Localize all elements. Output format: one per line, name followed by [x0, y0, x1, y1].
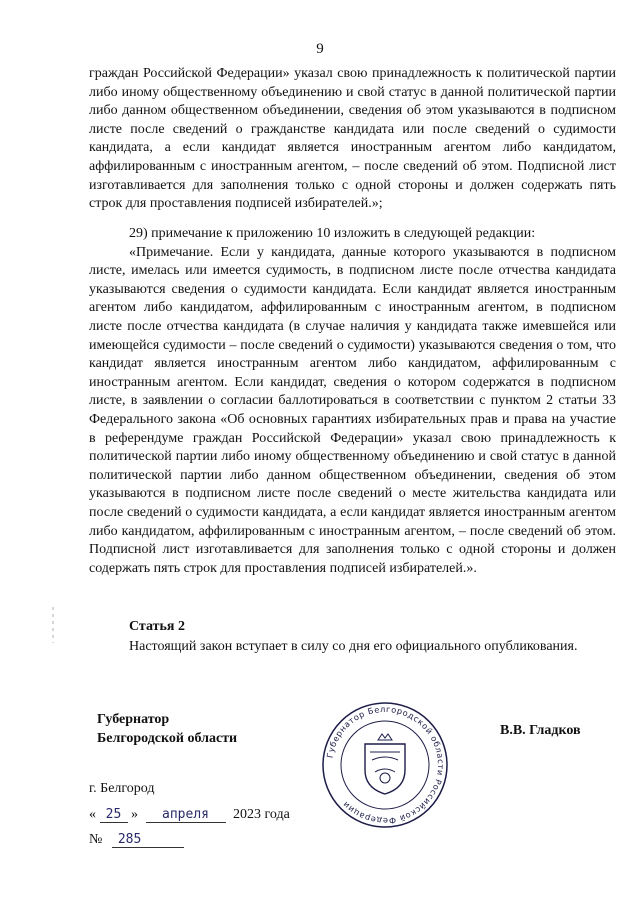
paragraph-text: граждан Российской Федерации» указал свою принадлежность к политической партии либо иному общественному объединению и свой статус в данной политической партии либо данном общественном объединении, сведения об этом указываются в подписном листе после сведений о гражданстве кандидата или после сведений о судимости кандидата, а если кандидат является иностранным агентом либо кандидатом, аффилированным с иностранным агентом, – после сведений об этом. Подписной лист изготавливается для заполнения только с одной стороны и должен содержать пять строк для проставления подписей избирателей.»; [89, 66, 616, 212]
signatory-name: В.В. Гладков [500, 723, 581, 738]
signing-date [89, 807, 290, 823]
signatory-title-line1: Губернатор [97, 712, 170, 727]
paragraph-continuation [89, 65, 616, 214]
coat-of-arms-icon [365, 734, 405, 794]
number-sign: № [89, 832, 103, 847]
margin-mark [48, 605, 58, 645]
date-month: апреля [146, 807, 226, 823]
date-year: 2023 года [233, 807, 290, 822]
law-number [89, 832, 184, 848]
number-value: 285 [112, 832, 184, 848]
official-seal [320, 700, 450, 830]
date-day: 25 [100, 807, 128, 823]
date-close-quote: » [131, 807, 138, 822]
seal-text: Губернатор Белгородской области Российской Федерации [324, 703, 447, 827]
page-number: 9 [316, 41, 324, 57]
article-2-text: Настоящий закон вступает в силу со дня его официального опубликования. [129, 639, 578, 654]
signatory-title-line2: Белгородской области [97, 731, 238, 746]
place-of-signing: г. Белгород [89, 781, 155, 796]
article-2-body [89, 638, 616, 657]
amendment-note-text: «Примечание. Если у кандидата, данные которого указываются в подписном листе, имелась или имеется судимость, в подписном листе после отчества кандидата указываются сведения о судимости кандидата. Если кандидат является иностранным агентом либо кандидатом, аффилированным с иностранным агентом, в подписном листе после отчества кандидата (в случае наличия у кандидата также имевшейся или имеющейся судимости – после сведений о судимости) указываются сведения о том, что кандидат является иностранным агентом либо кандидатом, аффилированным с иностранным агентом. Если кандидат, сведения о котором содержатся в подписном листе, в заявлении о согласии баллотироваться в соответствии с пунктом 2 статьи 33 Федерального закона «Об основных гарантиях избирательных прав и права на участие в референдуме граждан Российской Федерации» указал свою принадлежность к политической партии либо иному общественному объединению и свой статус в данной политической партии либо данном общественном объединении, сведения об этом указываются в подписном листе после сведений о месте жительства кандидата или после сведений о судимости кандидата, а если кандидат является иностранным агентом либо кандидатом, аффилированным с иностранным агентом, – после сведений об этом. Подписной лист изготавливается для заполнения только с одной стороны и должен содержать пять строк для проставления подписей избирателей.». [89, 244, 616, 576]
article-heading: Статья 2 [129, 619, 185, 634]
amendment-intro: 29) примечание к приложению 10 изложить в следующей редакции: [129, 226, 536, 241]
svg-text:Губернатор Белгородской област [324, 704, 446, 826]
signatory-title [97, 710, 237, 748]
amendment-29 [89, 225, 616, 578]
date-open-quote: « [89, 807, 96, 822]
